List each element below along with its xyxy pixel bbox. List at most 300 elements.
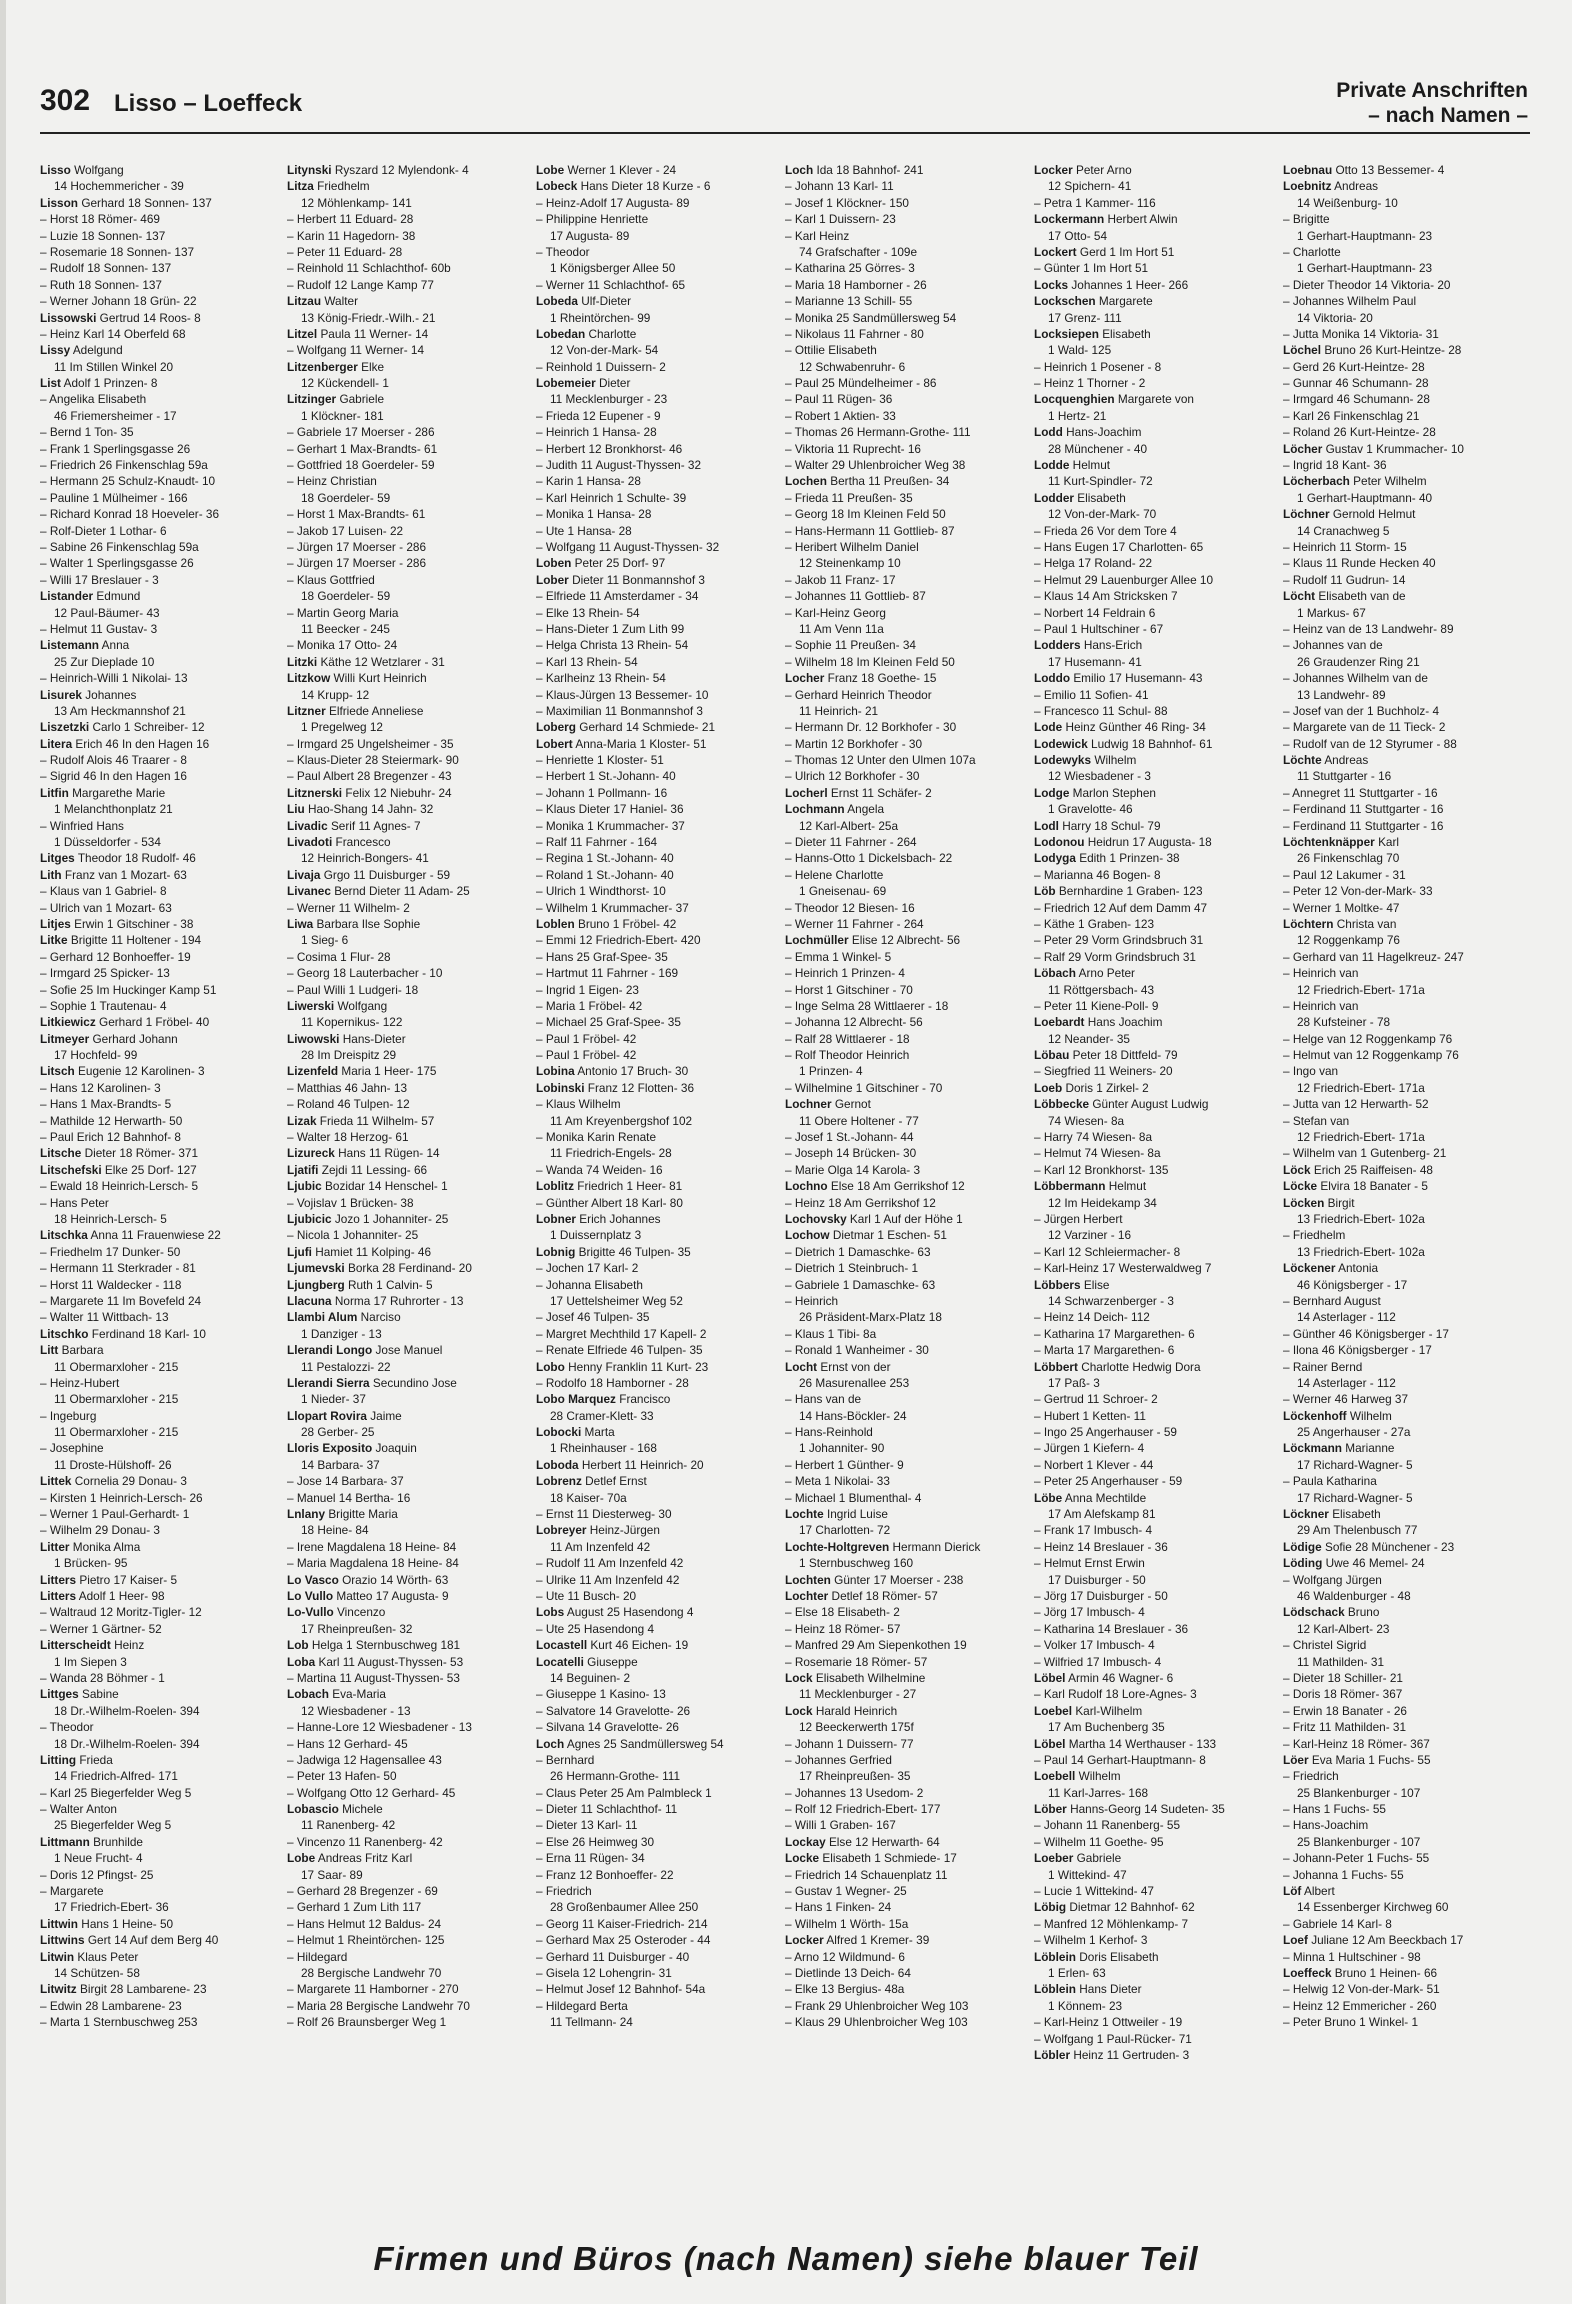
entry-text: – Heinrich-Willi 1 Nikolai- 13 xyxy=(40,671,188,686)
entry-text: 12 Beeckerwerth 175f xyxy=(799,1720,914,1735)
directory-entry xyxy=(1034,1867,1272,1883)
directory-entry xyxy=(1034,1080,1272,1096)
entry-text: Bruno 1 Fröbel- 42 xyxy=(577,916,677,931)
entry-text: 1 Klöckner- 181 xyxy=(301,408,384,423)
directory-entry xyxy=(785,1424,1023,1440)
directory-entry xyxy=(1034,768,1272,784)
surname: Litke xyxy=(40,933,68,948)
directory-entry xyxy=(1034,178,1272,194)
entry-text: 1 Wald- 125 xyxy=(1048,343,1112,358)
directory-entry xyxy=(536,621,774,637)
entry-text: – Rolf 12 Friedrich-Ebert- 177 xyxy=(785,1802,941,1817)
surname: Liwerski xyxy=(287,998,335,1013)
directory-entry xyxy=(1034,867,1272,883)
entry-text: Karl 11 August-Thyssen- 53 xyxy=(318,1654,464,1669)
entry-text: – Ulrich van 1 Mozart- 63 xyxy=(40,900,172,915)
directory-entry xyxy=(536,1408,774,1424)
entry-text: – Cosima 1 Flur- 28 xyxy=(287,949,391,964)
entry-text: – Karin 11 Hagedorn- 38 xyxy=(287,228,416,243)
surname: Littwin xyxy=(40,1916,79,1931)
entry-text: – Gerhard 1 Zum Lith 117 xyxy=(287,1900,422,1915)
entry-text: – Herbert 1 Günther- 9 xyxy=(785,1457,904,1472)
directory-entry xyxy=(785,850,1023,866)
directory-entry xyxy=(40,1031,278,1047)
directory-entry xyxy=(1034,2031,1272,2047)
directory-entry xyxy=(40,342,278,358)
entry-text: 1 Duissernplatz 3 xyxy=(550,1228,642,1243)
directory-entry xyxy=(536,310,774,326)
directory-entry xyxy=(1283,1555,1521,1571)
entry-text: Dietmar 1 Eschen- 51 xyxy=(832,1228,947,1243)
directory-entry xyxy=(536,1227,774,1243)
surname: Lobedan xyxy=(536,326,586,341)
entry-text: Walter xyxy=(324,294,359,309)
entry-text: 17 Rheinpreußen- 32 xyxy=(301,1621,413,1636)
directory-entry xyxy=(785,1145,1023,1161)
entry-text: Marta xyxy=(584,1425,615,1440)
directory-entry xyxy=(785,1834,1023,1850)
directory-entry xyxy=(40,916,278,932)
entry-text: 18 Dr.-Wilhelm-Roelen- 394 xyxy=(54,1703,200,1718)
entry-text: 14 Weißenburg- 10 xyxy=(1297,195,1398,210)
directory-entry xyxy=(40,375,278,391)
entry-text: – Karl-Heinz 17 Westerwaldweg 7 xyxy=(1034,1261,1212,1276)
directory-entry xyxy=(40,293,278,309)
directory-entry xyxy=(1283,523,1521,539)
directory-entry xyxy=(785,703,1023,719)
entry-text: – Henriette 1 Kloster- 51 xyxy=(536,753,664,768)
directory-entry xyxy=(40,1129,278,1145)
directory-entry xyxy=(1034,1424,1272,1440)
entry-text: – Johannes Wilhelm Paul xyxy=(1283,294,1417,309)
directory-entry xyxy=(1034,1408,1272,1424)
entry-text: Charlotte Hedwig Dora xyxy=(1081,1359,1201,1374)
directory-entry xyxy=(40,687,278,703)
directory-entry xyxy=(1283,359,1521,375)
surname: Lochte xyxy=(785,1507,824,1522)
entry-text: – Paul 11 Rügen- 36 xyxy=(785,392,893,407)
entry-text: – Walter Anton xyxy=(40,1802,117,1817)
entry-text: Elisabeth 1 Schmiede- 17 xyxy=(822,1851,957,1866)
directory-entry xyxy=(785,1408,1023,1424)
surname: Lochmüller xyxy=(785,933,849,948)
surname: Loben xyxy=(536,556,572,571)
directory-entry xyxy=(536,1522,774,1538)
entry-text: Adolf 1 Prinzen- 8 xyxy=(63,376,158,391)
entry-text: – Hans-Hermann 11 Gottlieb- 87 xyxy=(785,523,955,538)
surname: Löbig xyxy=(1034,1900,1067,1915)
directory-entry xyxy=(287,326,525,342)
directory-entry xyxy=(1034,490,1272,506)
entry-text: – Jadwiga 12 Hagensallee 43 xyxy=(287,1752,442,1767)
directory-column-6 xyxy=(1283,162,1521,2031)
directory-entry xyxy=(1034,1342,1272,1358)
surname: Löckmann xyxy=(1283,1441,1342,1456)
page-header xyxy=(40,78,1528,130)
directory-entry xyxy=(287,1178,525,1194)
entry-text: – Dietrich 1 Damaschke- 63 xyxy=(785,1244,931,1259)
entry-text: 11 Beecker - 245 xyxy=(301,621,390,636)
directory-entry xyxy=(1034,555,1272,571)
surname: Lob xyxy=(287,1638,309,1653)
directory-entry xyxy=(536,473,774,489)
entry-text: – Peter 13 Hafen- 50 xyxy=(287,1769,397,1784)
directory-entry xyxy=(40,1965,278,1981)
directory-entry xyxy=(536,523,774,539)
directory-entry xyxy=(287,1703,525,1719)
surname: Loeb xyxy=(1034,1080,1063,1095)
entry-text: – Friedhelm 17 Dunker- 50 xyxy=(40,1244,181,1259)
entry-text: – Karl Rudolf 18 Lore-Agnes- 3 xyxy=(1034,1687,1197,1702)
directory-entry xyxy=(536,1113,774,1129)
entry-text: – Heinrich 1 Hansa- 28 xyxy=(536,425,657,440)
entry-text: – Wolfgang Otto 12 Gerhard- 45 xyxy=(287,1785,456,1800)
entry-text: 12 Paul-Bäumer- 43 xyxy=(54,605,160,620)
surname: Lochow xyxy=(785,1228,830,1243)
directory-entry xyxy=(287,752,525,768)
directory-entry xyxy=(536,490,774,506)
directory-entry xyxy=(536,1867,774,1883)
directory-entry xyxy=(1034,1703,1272,1719)
entry-text: – Norbert 14 Feldrain 6 xyxy=(1034,605,1156,620)
entry-text: 12 Karl-Albert- 23 xyxy=(1297,1621,1390,1636)
entry-text: August 25 Hasendong 4 xyxy=(566,1605,694,1620)
entry-text: Edith 1 Prinzen- 38 xyxy=(1079,851,1180,866)
surname: Locker xyxy=(1034,163,1073,177)
surname: Lodders xyxy=(1034,638,1081,653)
surname: Löbe xyxy=(1034,1490,1063,1505)
directory-entry xyxy=(1283,949,1521,965)
entry-text: – Gerd 26 Kurt-Heintze- 28 xyxy=(1283,359,1425,374)
section-title-line-1: Private Anschriften xyxy=(1336,79,1528,102)
directory-entry xyxy=(1034,916,1272,932)
entry-text: – Hildegard xyxy=(287,1949,348,1964)
entry-text: Doris Elisabeth xyxy=(1079,1949,1159,1964)
surname: Lobner xyxy=(536,1212,576,1226)
entry-text: – Marianna 46 Bogen- 8 xyxy=(1034,867,1161,882)
entry-text: – Lucie 1 Wittekind- 47 xyxy=(1034,1884,1154,1899)
directory-entry xyxy=(536,1145,774,1161)
entry-text: 11 Am Kreyenbergshof 102 xyxy=(550,1113,693,1128)
entry-text: – Heinrich 11 Storm- 15 xyxy=(1283,539,1407,554)
entry-text: – Paul 25 Mündelheimer - 86 xyxy=(785,376,937,391)
surname: Liu xyxy=(287,802,305,817)
entry-text: 1 Danziger - 13 xyxy=(301,1326,382,1341)
directory-entry xyxy=(1283,1654,1521,1670)
entry-text: 1 Nieder- 37 xyxy=(301,1392,366,1407)
entry-text: – Michael 25 Graf-Spee- 35 xyxy=(536,1015,681,1030)
directory-column-3 xyxy=(536,162,774,2031)
directory-entry xyxy=(1034,1522,1272,1538)
directory-entry xyxy=(1034,1063,1272,1079)
entry-text: – Klaus-Jürgen 13 Bessemer- 10 xyxy=(536,687,709,702)
entry-text: Detlef 18 Römer- 57 xyxy=(831,1588,938,1603)
entry-text: – Renate Elfriede 46 Tulpen- 35 xyxy=(536,1343,703,1358)
entry-text: – Klaus 14 Am Stricksken 7 xyxy=(1034,589,1178,604)
directory-entry xyxy=(1283,1899,1521,1915)
surname: Loch xyxy=(785,163,814,177)
entry-text: Gerhard 18 Sonnen- 137 xyxy=(81,195,212,210)
entry-text: Kurt 46 Eichen- 19 xyxy=(590,1638,689,1653)
entry-text: – Dieter 18 Schiller- 21 xyxy=(1283,1670,1403,1685)
directory-entry xyxy=(40,1604,278,1620)
entry-text: Günter 17 Moerser - 238 xyxy=(834,1572,964,1587)
entry-text: 26 Masurenallee 253 xyxy=(799,1375,910,1390)
directory-entry xyxy=(536,1703,774,1719)
directory-entry xyxy=(287,1063,525,1079)
entry-text: Käthe 12 Wetzlarer - 31 xyxy=(320,654,445,669)
surname: Lock xyxy=(785,1670,813,1685)
directory-entry xyxy=(287,277,525,293)
entry-text: – Klaus 1 Tibi- 8a xyxy=(785,1326,877,1341)
directory-entry xyxy=(785,1932,1023,1948)
directory-entry xyxy=(40,178,278,194)
directory-entry xyxy=(1283,293,1521,309)
directory-entry xyxy=(536,1326,774,1342)
entry-text: – Hans 25 Graf-Spee- 35 xyxy=(536,949,668,964)
surname: Lnlany xyxy=(287,1507,326,1522)
entry-text: Elisabeth xyxy=(1077,490,1126,505)
directory-entry xyxy=(1283,1490,1521,1506)
entry-text: – Johannes van de xyxy=(1283,638,1383,653)
entry-text: Frieda 11 Wilhelm- 57 xyxy=(319,1113,435,1128)
directory-entry xyxy=(1034,2014,1272,2030)
entry-text: Ingrid Luise xyxy=(826,1507,888,1522)
directory-entry xyxy=(1034,965,1272,981)
surname: Litera xyxy=(40,736,73,751)
directory-entry xyxy=(287,1096,525,1112)
directory-entry xyxy=(1283,621,1521,637)
directory-entry xyxy=(1034,424,1272,440)
entry-text: – Horst 1 Max-Brandts- 61 xyxy=(287,507,426,522)
entry-text: – Salvatore 14 Gravelotte- 26 xyxy=(536,1703,691,1718)
directory-entry xyxy=(1034,408,1272,424)
entry-text: Agnes 25 Sandmüllersweg 54 xyxy=(566,1736,724,1751)
entry-text: – Martin 12 Borkhofer - 30 xyxy=(785,736,923,751)
entry-text: – Manfred 12 Möhlenkamp- 7 xyxy=(1034,1916,1189,1931)
surname: Locastell xyxy=(536,1638,588,1653)
directory-column-2 xyxy=(287,162,525,2031)
directory-entry xyxy=(1034,441,1272,457)
directory-entry xyxy=(785,1899,1023,1915)
surname: Livaja xyxy=(287,867,321,882)
directory-entry xyxy=(785,1785,1023,1801)
directory-entry xyxy=(40,1211,278,1227)
entry-text: Eva-Maria xyxy=(332,1687,386,1702)
directory-entry xyxy=(1283,539,1521,555)
directory-entry xyxy=(1034,539,1272,555)
surname: Lobnig xyxy=(536,1244,576,1259)
directory-entry xyxy=(536,572,774,588)
entry-text: – Erwin 18 Banater - 26 xyxy=(1283,1703,1407,1718)
directory-entry xyxy=(1283,326,1521,342)
surname: Locht xyxy=(785,1359,818,1374)
directory-entry xyxy=(536,1768,774,1784)
entry-text: – Heinz 18 Am Gerrikshof 12 xyxy=(785,1195,936,1210)
surname: Litter xyxy=(40,1539,70,1554)
surname: Löchte xyxy=(1283,753,1322,768)
directory-entry xyxy=(287,1227,525,1243)
directory-entry xyxy=(536,1195,774,1211)
entry-text: Brigitte Maria xyxy=(328,1507,398,1522)
entry-text: Franz van 1 Mozart- 63 xyxy=(64,867,187,882)
entry-text: 11 Obere Holtener - 77 xyxy=(799,1113,919,1128)
entry-text: – Paul 1 Fröbel- 42 xyxy=(536,1031,637,1046)
entry-text: – Maria 28 Bergische Landwehr 70 xyxy=(287,1998,470,2013)
entry-text: Albert xyxy=(1303,1884,1335,1899)
entry-text: Sabine xyxy=(81,1687,119,1702)
entry-text: Elisabeth van de xyxy=(1318,589,1406,604)
entry-text: Ryszard 12 Mylendonk- 4 xyxy=(334,163,469,177)
directory-entry xyxy=(536,1932,774,1948)
surname: Lodde xyxy=(1034,458,1070,473)
surname: Lissy xyxy=(40,343,71,358)
directory-entry xyxy=(536,1572,774,1588)
entry-text: – Jörg 17 Duisburger - 50 xyxy=(1034,1588,1168,1603)
entry-text: – Else 18 Elisabeth- 2 xyxy=(785,1605,900,1620)
directory-entry xyxy=(536,1621,774,1637)
surname: Littwins xyxy=(40,1933,85,1948)
entry-text: – Katharina 25 Görres- 3 xyxy=(785,261,915,276)
directory-entry xyxy=(287,1326,525,1342)
entry-text: Elvira 18 Banater - 5 xyxy=(1320,1179,1428,1194)
surname: Lobeck xyxy=(536,179,578,194)
entry-text: – Dieter 13 Karl- 11 xyxy=(536,1818,638,1833)
directory-entry xyxy=(785,1572,1023,1588)
directory-column-4 xyxy=(785,162,1023,2031)
directory-entry xyxy=(287,1621,525,1637)
directory-entry xyxy=(1034,1588,1272,1604)
surname: Lochmann xyxy=(785,802,845,817)
entry-text: 17 Friedrich-Ebert- 36 xyxy=(54,1900,169,1915)
entry-text: Gerhard 1 Fröbel- 40 xyxy=(99,1015,210,1030)
directory-entry xyxy=(1034,342,1272,358)
directory-entry xyxy=(536,949,774,965)
directory-entry xyxy=(287,785,525,801)
entry-text: Helmut xyxy=(1108,1179,1147,1194)
directory-entry xyxy=(1283,1408,1521,1424)
entry-text: – Hanne-Lore 12 Wiesbadener - 13 xyxy=(287,1720,472,1735)
directory-entry xyxy=(40,768,278,784)
surname: Löbbecke xyxy=(1034,1097,1090,1112)
directory-entry xyxy=(536,1440,774,1456)
directory-entry xyxy=(1283,1080,1521,1096)
entry-text: – Manfred 29 Am Siepenkothen 19 xyxy=(785,1638,967,1653)
directory-entry xyxy=(1283,506,1521,522)
directory-entry xyxy=(40,1949,278,1965)
directory-entry xyxy=(536,1883,774,1899)
entry-text: Erich 25 Raiffeisen- 48 xyxy=(1313,1162,1433,1177)
directory-entry xyxy=(40,637,278,653)
entry-text: – Heinz 12 Emmericher - 260 xyxy=(1283,1998,1437,2013)
entry-text: – Hans 1 Finken- 24 xyxy=(785,1900,892,1915)
entry-text: Hanns-Georg 14 Sudeten- 35 xyxy=(1070,1802,1225,1817)
directory-entry xyxy=(287,1965,525,1981)
directory-entry xyxy=(536,1129,774,1145)
entry-text: – Hans-Joachim xyxy=(1283,1818,1369,1833)
entry-text: – Hans 1 Fuchs- 55 xyxy=(1283,1802,1386,1817)
directory-entry xyxy=(536,1719,774,1735)
directory-entry xyxy=(287,228,525,244)
entry-text: 12 Schwabenruhr- 6 xyxy=(799,359,906,374)
entry-text: – Johanna Elisabeth xyxy=(536,1277,643,1292)
directory-entry xyxy=(40,555,278,571)
directory-entry xyxy=(785,228,1023,244)
entry-text: 25 Blankenburger - 107 xyxy=(1297,1834,1421,1849)
entry-text: Anna Mechtilde xyxy=(1064,1490,1147,1505)
surname: Ljubicic xyxy=(287,1212,332,1226)
entry-text: Hans-Erich xyxy=(1083,638,1143,653)
entry-text: – Ingo van xyxy=(1283,1064,1339,1079)
directory-entry xyxy=(785,1096,1023,1112)
directory-entry xyxy=(1283,752,1521,768)
directory-entry xyxy=(1034,1457,1272,1473)
entry-text: – Thomas 12 Unter den Ulmen 107a xyxy=(785,753,976,768)
surname: Litfin xyxy=(40,785,69,800)
directory-entry xyxy=(785,900,1023,916)
directory-entry xyxy=(287,211,525,227)
directory-entry xyxy=(1283,1391,1521,1407)
directory-entry xyxy=(40,195,278,211)
directory-entry xyxy=(1034,703,1272,719)
directory-entry xyxy=(40,1850,278,1866)
entry-text: 13 Friedrich-Ebert- 102a xyxy=(1297,1212,1425,1226)
directory-entry xyxy=(40,1277,278,1293)
entry-text: 28 Kufsteiner - 78 xyxy=(1297,1015,1391,1030)
directory-entry xyxy=(536,260,774,276)
directory-entry xyxy=(1034,1654,1272,1670)
directory-entry xyxy=(1034,1293,1272,1309)
directory-entry xyxy=(536,506,774,522)
directory-entry xyxy=(287,736,525,752)
directory-entry xyxy=(785,424,1023,440)
entry-text: 11 Stuttgarter - 16 xyxy=(1297,769,1392,784)
directory-entry xyxy=(536,1555,774,1571)
directory-entry xyxy=(785,1014,1023,1030)
surname: Ljatifi xyxy=(287,1162,319,1177)
entry-text: – Helga 17 Roland- 22 xyxy=(1034,556,1153,571)
directory-entry xyxy=(785,1522,1023,1538)
directory-entry xyxy=(1283,850,1521,866)
directory-entry xyxy=(1283,1359,1521,1375)
directory-entry xyxy=(536,637,774,653)
entry-text: – Wilhelm 29 Donau- 3 xyxy=(40,1523,160,1538)
surname: Litwitz xyxy=(40,1982,77,1997)
directory-entry xyxy=(287,1014,525,1030)
entry-text: – Margarete 11 Im Bovefeld 24 xyxy=(40,1293,202,1308)
surname: Löer xyxy=(1283,1752,1309,1767)
directory-entry xyxy=(1034,1047,1272,1063)
directory-entry xyxy=(1034,1768,1272,1784)
surname: Lodewyks xyxy=(1034,753,1092,768)
directory-entry xyxy=(40,736,278,752)
directory-entry xyxy=(785,998,1023,1014)
entry-text: – Friedrich 12 Auf dem Damm 47 xyxy=(1034,900,1208,915)
directory-entry xyxy=(785,736,1023,752)
entry-text: 14 Beguinen- 2 xyxy=(550,1670,631,1685)
directory-entry xyxy=(40,326,278,342)
entry-text: Dietmar 12 Bahnhof- 62 xyxy=(1069,1900,1195,1915)
surname: Löf xyxy=(1283,1884,1302,1899)
surname: Lobocki xyxy=(536,1425,582,1440)
directory-entry xyxy=(40,1686,278,1702)
surname: Löck xyxy=(1283,1162,1311,1177)
directory-entry xyxy=(1034,605,1272,621)
surname: Litynski xyxy=(287,163,332,177)
entry-text: Willi Kurt Heinrich xyxy=(333,671,427,686)
entry-text: – Bernhard August xyxy=(1283,1293,1381,1308)
directory-entry xyxy=(40,1096,278,1112)
